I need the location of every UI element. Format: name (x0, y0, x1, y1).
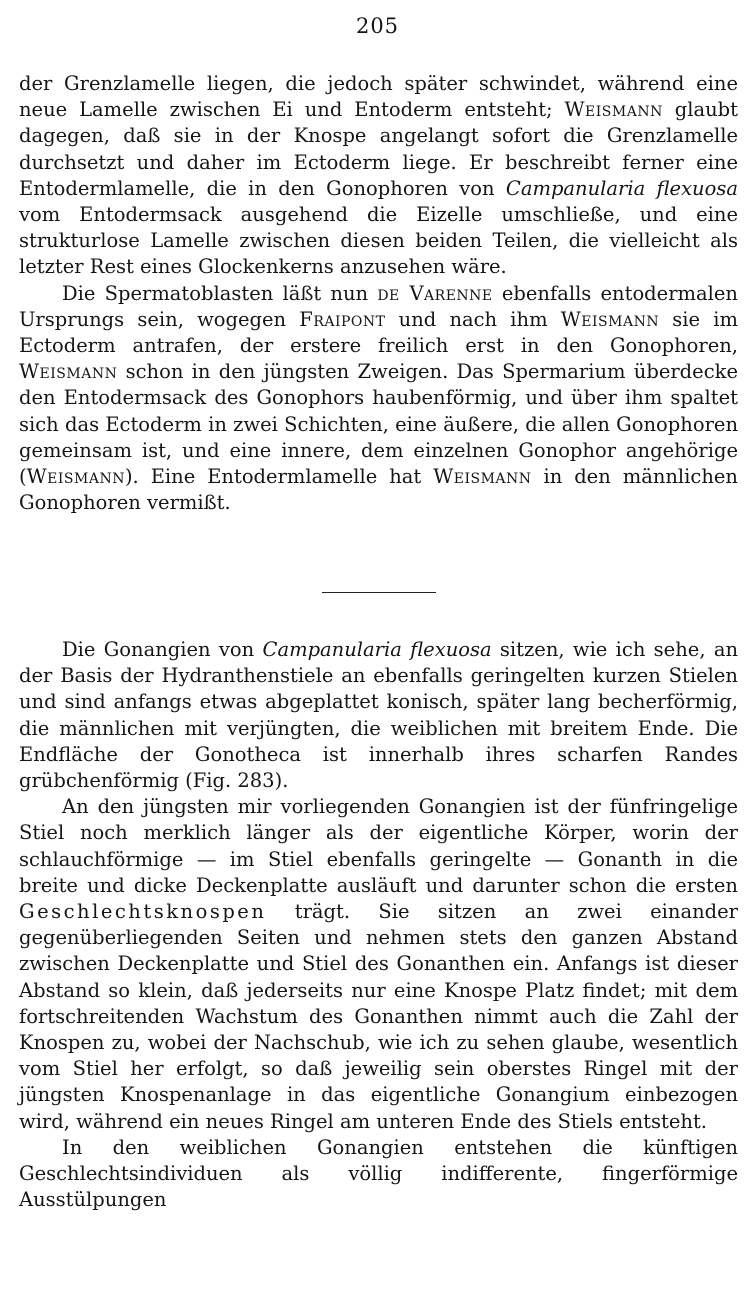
text-run: schon in den jüngsten Zweigen. Das Spermarium überdecke den Entodermsack des Gonophors haubenförmig, und über ihm spaltet sich das Ectoderm in zwei Schichten, eine äußere, die allen Gonophoren gemeinsam ist, und eine innere, dem einzelnen Gonophor angehörige ( (19, 360, 738, 489)
species-name: Campanularia flexuosa (505, 176, 738, 200)
author-name: Weismann (560, 307, 660, 331)
text-run: sitzen, wie ich sehe, an der Basis der Hydranthenstiele an ebenfalls geringelten kurzen Stielen und sind anfangs etwas abgeplattet konisch, später lang becherförmig, die männlichen mit verjüngten, die weiblichen mit breitem Ende. Die Endfläche der Gonotheca ist innerhalb ihres scharfen Randes grübchenförmig (Fig. 283). (19, 638, 739, 793)
page-number: 205 (355, 14, 400, 38)
text-run: und nach ihm (385, 307, 561, 331)
author-name: Weismann (433, 465, 532, 489)
section-divider (322, 592, 436, 593)
text-run: In den weiblichen Gonangien entstehen die künftigen Geschlechtsindividuen als völlig indifferente, fingerförmige Ausstülpungen (19, 1135, 738, 1212)
species-name: Campanularia flexuosa (262, 638, 492, 661)
spaced-term: Geschlechtsknospen (19, 900, 267, 924)
text-run: sie im Ectoderm antrafen, der erstere freilich erst in den Gonophoren, (19, 307, 738, 358)
text-section-2 (19, 637, 738, 1213)
author-name: Weismann (19, 360, 118, 384)
text-run: Die Spermatoblasten läßt nun (62, 281, 378, 305)
text-run: Die Gonangien von (62, 638, 263, 661)
text-run: der Grenzlamelle liegen, die jedoch später schwindet, während eine neue Lamelle zwischen Ei und Entoderm entsteht; (19, 72, 738, 122)
text-run: in den männlichen Gonophoren vermißt. (19, 465, 738, 515)
author-name: Fraipont (299, 307, 386, 331)
text-run: ebenfalls entodermalen Ursprungs sein, wogegen (19, 281, 738, 331)
author-name: Weismann (26, 465, 125, 489)
paragraph (19, 71, 738, 281)
text-run: ). Eine Entodermlamelle hat (124, 465, 434, 489)
paragraph (19, 794, 738, 1135)
text-run: vom Entodermsack ausgehend die Eizelle umschließe, und eine strukturlose Lamelle zwischen diesen beiden Teilen, die vielleicht als letzter Rest eines Glockenkerns anzusehen wäre. (19, 203, 738, 279)
text-run: An den jüngsten mir vorliegenden Gonangien ist der fünfringelige Stiel noch merklich länger als der eigentliche Körper, worin der schlauchförmige — im Stiel ebenfalls geringelte — Gonanth in die breite und dicke Deckenplatte ausläuft und darunter schon die ersten (19, 795, 738, 897)
author-name: Weismann (564, 98, 663, 122)
paragraph (19, 281, 738, 517)
text-run: glaubt dagegen, daß sie in der Knospe angelangt sofort die Grenzlamelle durchsetzt und daher im Ectoderm liege. Er beschreibt ferner eine Entodermlamelle, die in den Gonophoren von (19, 98, 738, 200)
text-section-1 (19, 71, 738, 516)
paragraph (19, 637, 738, 794)
paragraph (19, 1135, 738, 1214)
author-name: de Varenne (377, 281, 493, 305)
text-run: trägt. Sie sitzen an zwei einander gegenüberliegenden Seiten und nehmen stets den ganzen Abstand zwischen Deckenplatte und Stiel des Gonanthen ein. Anfangs ist dieser Abstand so klein, daß jederseits nur eine Knospe Platz findet; mit dem fortschreitenden Wachstum des Gonanthen nimmt auch die Zahl der Knospen zu, wobei der Nachschub, wie ich zu sehen glaube, wesentlich vom Stiel her erfolgt, so daß jeweilig sein oberstes Ringel mit der jüngsten Knospenanlage in das eigentliche Gonangium einbezogen wird, während ein neues Ringel am unteren Ende des Stiels entsteht. (19, 900, 738, 1133)
